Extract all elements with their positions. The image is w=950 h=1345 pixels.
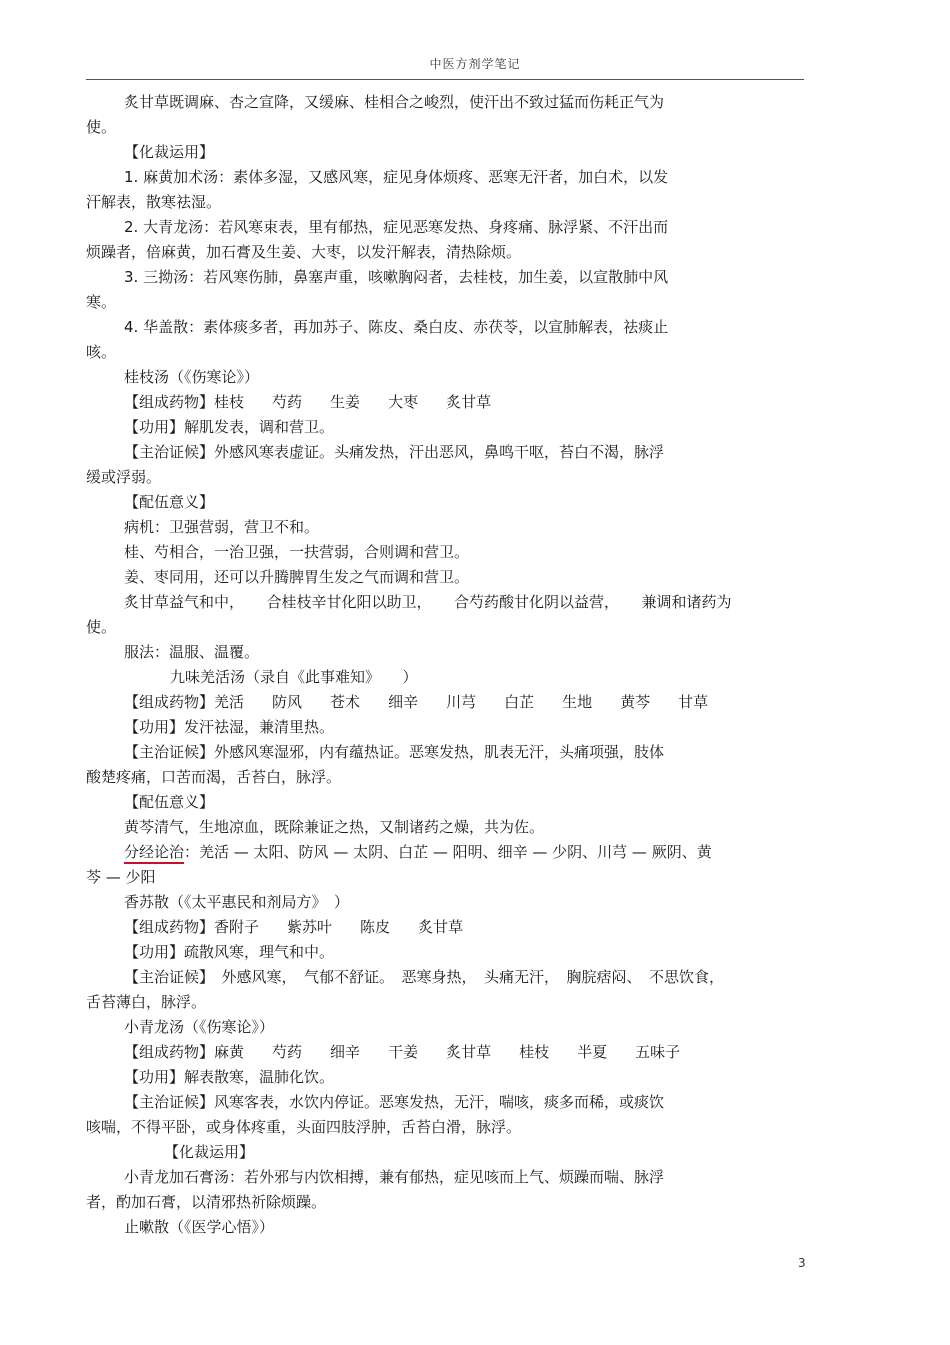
text-line <box>86 540 806 565</box>
text-line <box>86 1165 806 1190</box>
section-label: 【组成药物】 <box>124 393 215 411</box>
line-text: 使。 <box>86 618 117 636</box>
line-text: 缓或浮弱。 <box>86 468 162 486</box>
text-line <box>86 640 806 665</box>
text-line <box>86 590 806 615</box>
ingredient: 白芷 <box>504 693 535 711</box>
line-text: ：羌活 — 太阳、防风 — 太阴、白芷 — 阳明、细辛 — 少阴、川芎 — 厥阴、黄 <box>184 843 712 861</box>
text-line <box>86 440 806 465</box>
ingredient: 芍药 <box>272 1043 303 1061</box>
line-text: 舌苔薄白，脉浮。 <box>86 993 207 1011</box>
text-line <box>86 340 806 365</box>
text-line <box>86 1115 806 1140</box>
line-text: 3. 三拗汤：若风寒伤肺，鼻塞声重，咳嗽胸闷者，去桂枝，加生姜，以宣散肺中风 <box>124 268 669 286</box>
line-text: 止嗽散（《医学心悟》） <box>124 1218 275 1236</box>
text-line <box>86 90 806 115</box>
line-text: 病机：卫强营弱，营卫不和。 <box>124 518 320 536</box>
ingredient: 细辛 <box>388 693 419 711</box>
text-line <box>86 1015 806 1040</box>
line-text: 【功用】疏散风寒，理气和中。 <box>124 943 335 961</box>
text-line <box>86 615 806 640</box>
ingredient: 大枣 <box>388 393 419 411</box>
text-line <box>86 840 806 865</box>
line-text: 黄芩清气，生地凉血，既除兼证之热，又制诸药之燥，共为佐。 <box>124 818 545 836</box>
ingredient: 生地 <box>562 693 593 711</box>
ingredient: 羌活 <box>214 693 245 711</box>
ingredient: 炙甘草 <box>446 393 492 411</box>
line-text: 【主治证候】外感风寒湿邪，内有蕴热证。恶寒发热，肌表无汗，头痛项强，肢体 <box>124 743 665 761</box>
line-text: 炙甘草益气和中， 合桂枝辛甘化阳以助卫， 合芍药酸甘化阴以益营， 兼调和诸药为 <box>124 593 732 611</box>
page-body <box>86 90 806 1240</box>
line-text: 2. 大青龙汤：若风寒束表，里有郁热，症见恶寒发热、身疼痛、脉浮紧、不汗出而 <box>124 218 669 236</box>
line-text: 咳喘，不得平卧，或身体疼重，头面四肢浮肿，舌苔白滑，脉浮。 <box>86 1118 522 1136</box>
text-line <box>86 1140 806 1165</box>
text-line <box>86 1040 806 1065</box>
line-text: 【功用】解表散寒，温肺化饮。 <box>124 1068 335 1086</box>
line-text: 者，酌加石膏，以清邪热祈除烦躁。 <box>86 1193 327 1211</box>
ingredient: 生姜 <box>330 393 361 411</box>
line-text: 小青龙汤（《伤寒论》） <box>124 1018 275 1036</box>
text-line <box>86 990 806 1015</box>
ingredient: 炙甘草 <box>446 1043 492 1061</box>
ingredient: 黄芩 <box>620 693 651 711</box>
line-text: 芩 — 少阳 <box>86 868 156 886</box>
line-text: 咳。 <box>86 343 117 361</box>
ingredient: 紫苏叶 <box>287 918 333 936</box>
text-line <box>86 515 806 540</box>
text-line <box>86 415 806 440</box>
text-line <box>86 965 806 990</box>
text-line <box>86 240 806 265</box>
line-text: 酸楚疼痛，口苦而渴，舌苔白，脉浮。 <box>86 768 342 786</box>
text-line <box>86 265 806 290</box>
ingredient: 半夏 <box>577 1043 608 1061</box>
ingredient: 麻黄 <box>214 1043 245 1061</box>
ingredient: 干姜 <box>388 1043 419 1061</box>
text-line <box>86 740 806 765</box>
text-line <box>86 915 806 940</box>
line-text: 【主治证候】外感风寒表虚证。头痛发热，汗出恶风，鼻鸣干呕，苔白不渴，脉浮 <box>124 443 665 461</box>
section-label: 【组成药物】 <box>124 693 215 711</box>
text-line <box>86 315 806 340</box>
text-line <box>86 390 806 415</box>
underlined-term: 分经论治 <box>124 843 184 864</box>
line-text: 寒。 <box>86 293 117 311</box>
text-line <box>86 215 806 240</box>
text-line <box>86 465 806 490</box>
text-line <box>86 940 806 965</box>
ingredient: 芍药 <box>272 393 303 411</box>
line-text: 桂、芍相合，一治卫强，一扶营弱，合则调和营卫。 <box>124 543 470 561</box>
text-line <box>86 365 806 390</box>
text-line <box>86 1065 806 1090</box>
line-text: 【主治证候】风寒客表，水饮内停证。恶寒发热，无汗，喘咳，痰多而稀，或痰饮 <box>124 1093 665 1111</box>
line-text: 【配伍意义】 <box>124 493 215 511</box>
ingredient: 香附子 <box>214 918 260 936</box>
text-line <box>86 190 806 215</box>
text-line <box>86 690 806 715</box>
text-line <box>86 765 806 790</box>
header-divider <box>86 79 804 80</box>
line-text: 桂枝汤（《伤寒论》） <box>124 368 260 386</box>
text-line <box>86 115 806 140</box>
section-label: 【组成药物】 <box>124 918 215 936</box>
page-header: 中医方剂学笔记 <box>429 57 521 71</box>
text-line <box>86 1215 806 1240</box>
line-text: 【主治证候】 外感风寒， 气郁不舒证。 恶寒身热， 头痛无汗， 胸脘痞闷、 不思饮食， <box>124 968 725 986</box>
ingredient: 甘草 <box>678 693 709 711</box>
line-text: 姜、枣同用，还可以升腾脾胃生发之气而调和营卫。 <box>124 568 470 586</box>
line-text: 炙甘草既调麻、杏之宣降，又缓麻、桂相合之峻烈，使汗出不致过猛而伤耗正气为 <box>124 93 665 111</box>
text-line <box>86 665 806 690</box>
ingredient: 桂枝 <box>214 393 245 411</box>
text-line <box>86 140 806 165</box>
line-text: 4. 华盖散：素体痰多者，再加苏子、陈皮、桑白皮、赤茯苓，以宣肺解表，祛痰止 <box>124 318 669 336</box>
line-text: 小青龙加石膏汤：若外邪与内饮相搏，兼有郁热，症见咳而上气、烦躁而喘、脉浮 <box>124 1168 665 1186</box>
ingredient: 川芎 <box>446 693 477 711</box>
line-text: 【化裁运用】 <box>164 1143 255 1161</box>
line-text: 服法：温服、温覆。 <box>124 643 260 661</box>
ingredient: 防风 <box>272 693 303 711</box>
page-number: 3 <box>798 1256 806 1270</box>
line-text: 【化裁运用】 <box>124 143 215 161</box>
section-label: 【组成药物】 <box>124 1043 215 1061</box>
ingredient: 五味子 <box>635 1043 681 1061</box>
ingredient: 陈皮 <box>360 918 391 936</box>
line-text: 烦躁者，倍麻黄，加石膏及生姜、大枣，以发汗解表，清热除烦。 <box>86 243 522 261</box>
text-line <box>86 815 806 840</box>
text-line <box>86 715 806 740</box>
text-line <box>86 490 806 515</box>
line-text: 汗解表，散寒祛湿。 <box>86 193 222 211</box>
line-text: 香苏散（《太平惠民和剂局方》 ） <box>124 893 350 911</box>
text-line <box>86 565 806 590</box>
line-text: 【功用】发汗祛湿，兼清里热。 <box>124 718 335 736</box>
ingredient: 细辛 <box>330 1043 361 1061</box>
ingredient: 桂枝 <box>519 1043 550 1061</box>
line-text: 九味羌活汤（录自《此事难知》 ） <box>170 668 418 686</box>
line-text: 【配伍意义】 <box>124 793 215 811</box>
line-text: 【功用】解肌发表，调和营卫。 <box>124 418 335 436</box>
text-line <box>86 865 806 890</box>
line-text: 1. 麻黄加术汤：素体多湿，又感风寒，症见身体烦疼、恶寒无汗者，加白术，以发 <box>124 168 669 186</box>
text-line <box>86 1090 806 1115</box>
ingredient: 苍术 <box>330 693 361 711</box>
ingredient: 炙甘草 <box>418 918 464 936</box>
text-line <box>86 790 806 815</box>
line-text: 使。 <box>86 118 117 136</box>
text-line <box>86 165 806 190</box>
text-line <box>86 890 806 915</box>
text-line <box>86 1190 806 1215</box>
text-line <box>86 290 806 315</box>
